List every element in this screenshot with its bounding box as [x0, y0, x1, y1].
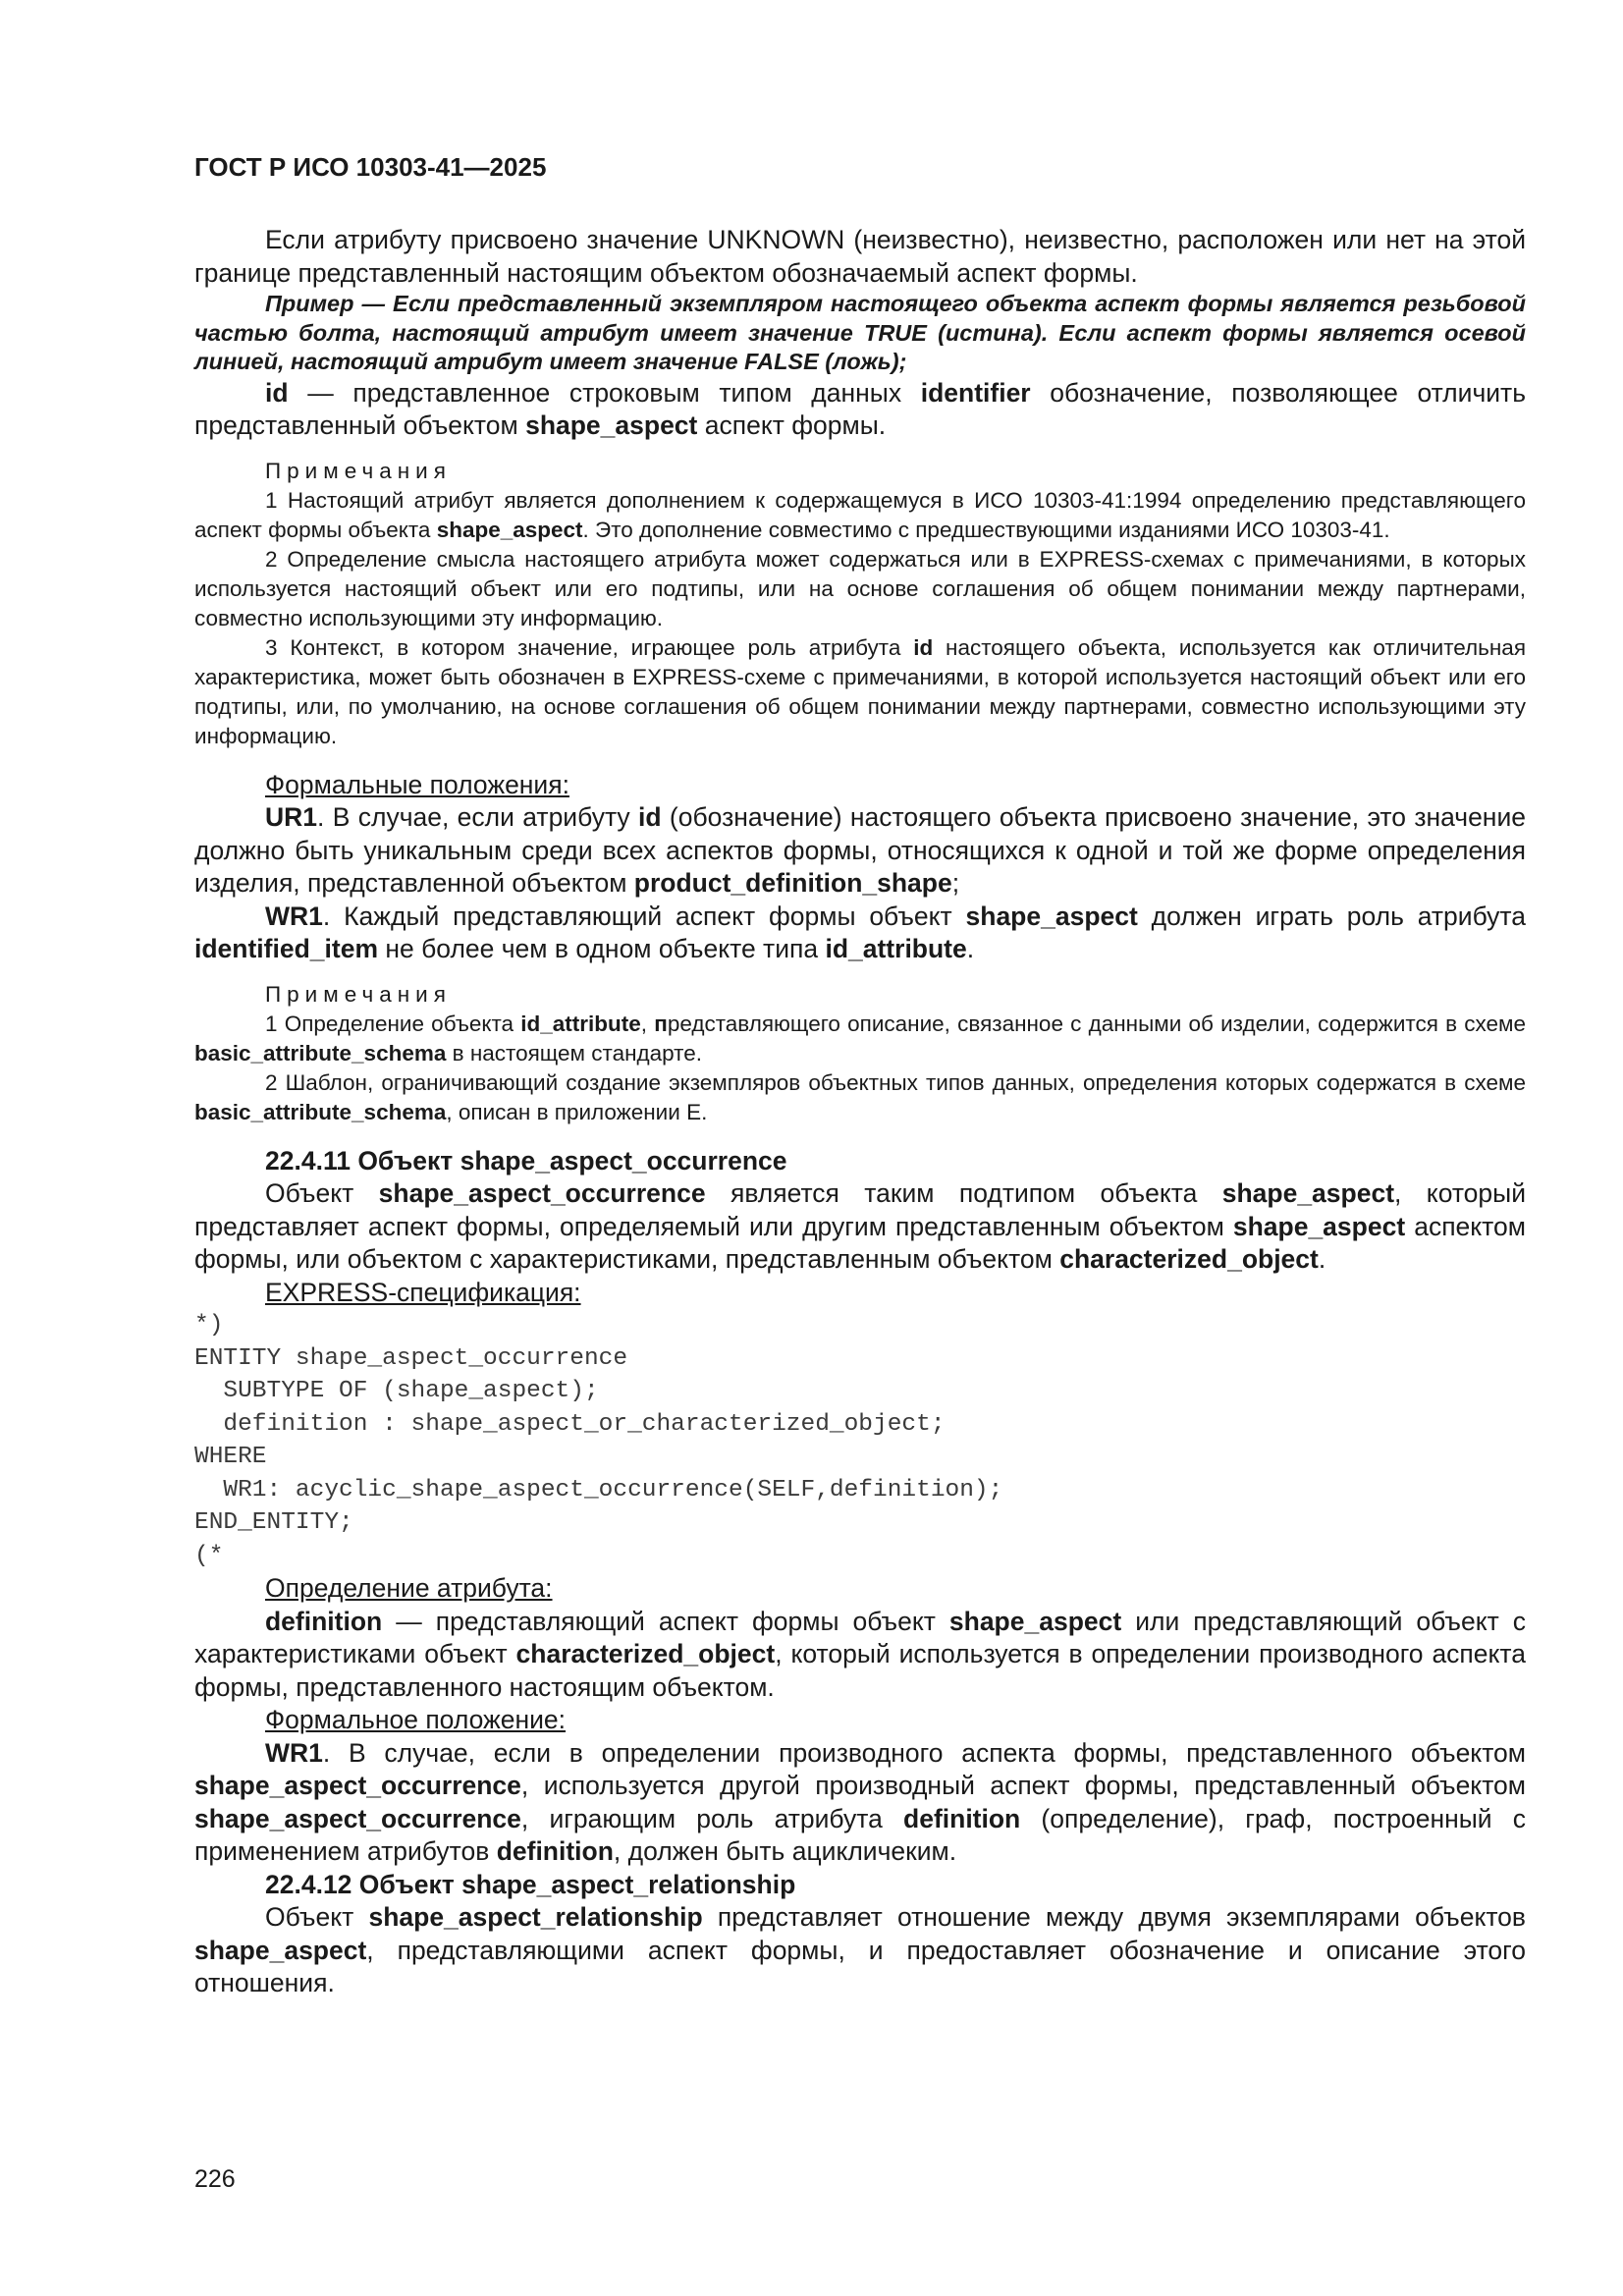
attribute-definition-heading: Определение атрибута: — [265, 1573, 553, 1603]
paragraph-id-attribute: id — представленное строковым типом данных identifier обозначение, позволяющее отличить представленный объектом shape_aspect аспект формы. — [194, 377, 1526, 440]
note-item: 2 Определение смысла настоящего атрибута может содержаться или в EXPRESS-схемах с примечаниями, в которых используется настоящий объект или его подтипы, или на основе соглашения об общем понимании между партнерами, совместно использующими эту информацию. — [194, 546, 1526, 630]
page-number: 226 — [194, 2165, 236, 2193]
note-item: 3 Контекст, в котором значение, играющее роль атрибута id настоящего объекта, используется как отличительная характеристика, может быть обозначен в EXPRESS-схеме с примечаниями, в которой используется настоящий объект или его подтипы, или, по умолчанию, на основе соглашения об общем понимании между партнерами, совместно использующими эту информацию. — [194, 634, 1527, 748]
note-item: 1 Определение объекта id_attribute, представляющего описание, связанное с данными об изделии, содержится в схеме basic_attribute_schema в настоящем стандарте. — [194, 1011, 1526, 1066]
ur1-rule: UR1. В случае, если атрибуту id (обозначение) настоящего объекта присвоено значение, это значение должно быть уникальным среди всех аспектов формы, относящихся к одной и той же форме определения изделия, представленной объектом product_definition_shape; — [194, 802, 1526, 898]
example-text: Пример — Если представленный экземпляром настоящего объекта аспект формы является резьбовой частью болта, настоящий атрибут имеет значение TRUE (истина). Если аспект формы является осевой линией, настоящий атрибут имеет значение FALSE (ложь); — [194, 291, 1526, 374]
notes-block-1 — [194, 457, 1526, 751]
paragraph-shape-aspect-occurrence: Объект shape_aspect_occurrence является таким подтипом объекта shape_aspect, который представляет аспект формы, определяемый или другим представленным объектом shape_aspect аспектом формы, или объектом с характеристиками, представленным объектом characterized_object. — [194, 1178, 1527, 1274]
express-spec-heading: EXPRESS-спецификация: — [265, 1277, 581, 1307]
page-content — [194, 224, 1526, 2000]
paragraph-shape-aspect-relationship: Объект shape_aspect_relationship представляет отношение между двумя экземплярами объектов shape_aspect, представляющими аспект формы, и предоставляет обозначение и описание этого отношения. — [194, 1902, 1527, 1997]
type-identifier: identifier — [920, 377, 1031, 408]
standard-header: ГОСТ Р ИСО 10303-41—2025 — [194, 152, 547, 182]
notes-title: Примечания — [265, 981, 452, 1007]
entity-shape-aspect: shape_aspect — [525, 410, 698, 440]
wr1-rule-occurrence: WR1. В случае, если в определении производного аспекта формы, представленного объектом shape_aspect_occurrence, используется другой производный аспект формы, представленный объектом shape_aspect_occurrence, играющим роль атрибута definition (определение), граф, построенный с применением атрибутов definition, должен быть ацикличеким. — [194, 1737, 1526, 1866]
term-id: id — [265, 377, 289, 408]
note-item: 2 Шаблон, ограничивающий создание экземпляров объектных типов данных, определения которых содержатся в схеме basic_attribute_schema, описан в приложении E. — [194, 1069, 1526, 1124]
section-heading-22-4-12: 22.4.12 Объект shape_aspect_relationship — [265, 1869, 796, 1899]
notes-block-2 — [194, 980, 1526, 1127]
definition-attribute: definition — представляющий аспект формы объект shape_aspect или представляющий объект с характеристиками объект characterized_object, который используется в определении производного аспекта формы, представленного настоящим объектом. — [194, 1606, 1526, 1702]
note-item: 1 Настоящий атрибут является дополнением к содержащемуся в ИСО 10303-41:1994 определению представляющего аспект формы объекта shape_aspect. Это дополнение совместимо с предшествующими изданиями ИСО 10303-41. — [194, 487, 1526, 542]
formal-provision-heading: Формальное положение: — [265, 1705, 567, 1734]
wr1-rule: WR1. Каждый представляющий аспект формы объект shape_aspect должен играть роль атрибута identified_item не более чем в одном объекте типа id_attribute. — [194, 901, 1527, 963]
section-heading-22-4-11: 22.4.11 Объект shape_aspect_occurrence — [265, 1145, 787, 1175]
notes-title: Примечания — [265, 458, 452, 483]
formal-provisions-heading: Формальные положения: — [265, 769, 569, 799]
paragraph-unknown: Если атрибуту присвоено значение UNKNOWN (неизвестно), неизвестно, расположен или нет на этой границе представленный настоящим объектом обозначаемый аспект формы. — [194, 225, 1526, 288]
express-code-block: *) ENTITY shape_aspect_occurrence SUBTYPE OF (shape_aspect); definition : shape_aspect_or_characterized_object; WHERE WR1: acyclic_shape_aspect_occurrence(SELF,definition); END_ENTITY; (* — [194, 1312, 1003, 1569]
